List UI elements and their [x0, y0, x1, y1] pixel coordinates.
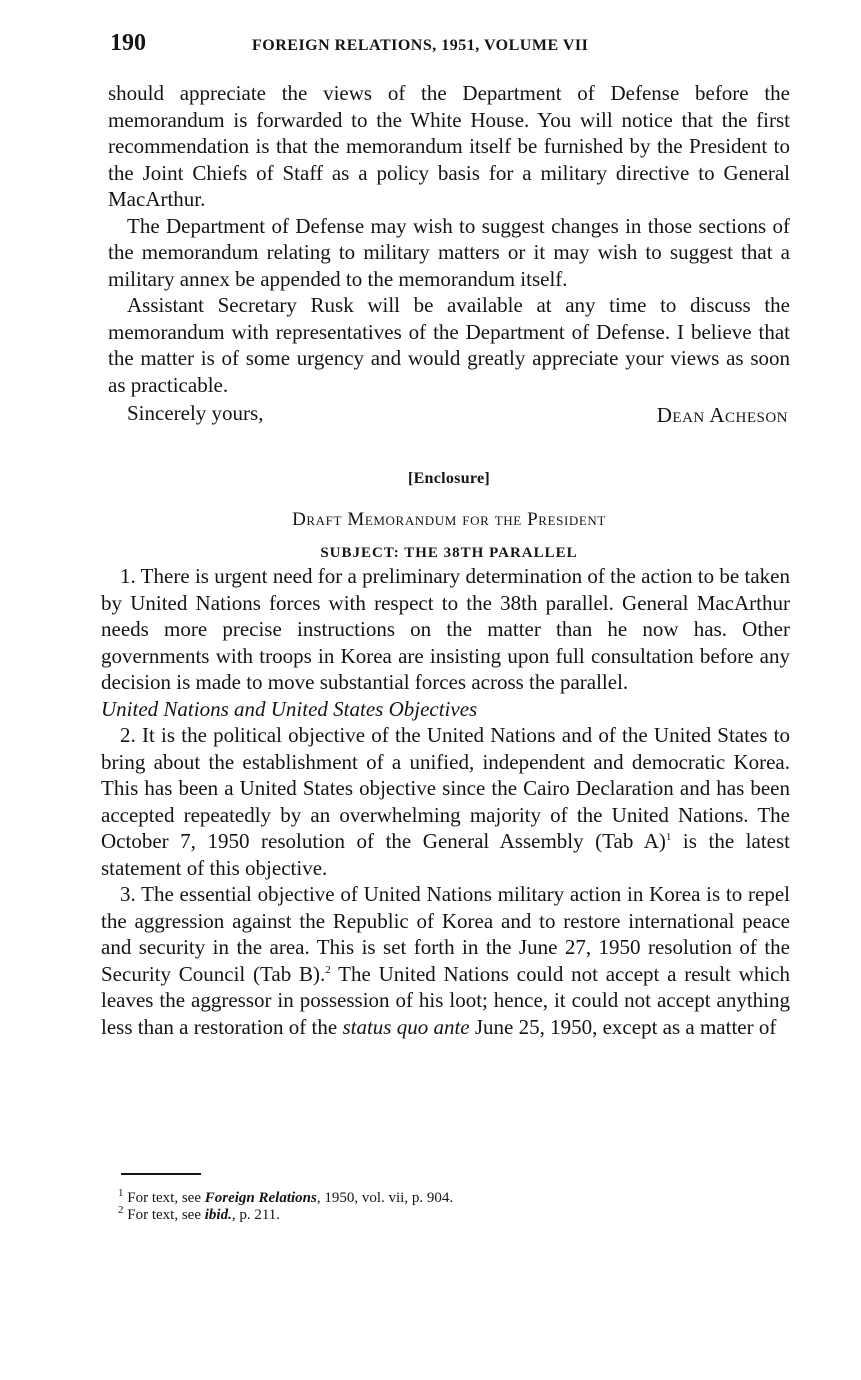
memo-subject: SUBJECT: THE 38TH PARALLEL	[320, 545, 578, 561]
running-head: FOREIGN RELATIONS, 1951, VOLUME VII	[252, 37, 589, 54]
enclosure-label: [Enclosure]	[407, 470, 491, 487]
footnote-2: $^2$ For text, see ibid., p. 211.	[118, 1204, 281, 1223]
signature-line	[108, 400, 790, 428]
footnote-1: $^1$ For text, see Foreign Relations, 1950, vol. vii, p. 904.	[118, 1187, 454, 1206]
letter-paragraph-3: Assistant Secretary Rusk will be available at any time to discuss the memorandum with representatives of the Department of Defense. I believe that the matter is of some urgency and would greatly appreciate your views as soon as practicable.	[108, 293, 790, 397]
memo-paragraph-1: 1. There is urgent need for a preliminary determination of the action to be taken by United Nations forces with respect to the 38th parallel. General MacArthur needs more precise instructions on the matter than he now has. Other governments with troops in Korea are insisting upon full consultation before any decision is made to move substantial forces across the parallel.	[101, 564, 790, 694]
signature: Dean Acheson	[656, 403, 788, 427]
memo-paragraph-3: 3. The essential objective of United Nations military action in Korea is to repel the aggression against the Republic of Korea and to restore international peace and security in the area. This is set forth in the June 27, 1950 resolution of the Security Council (Tab B).$^2$ The United Nations could not accept a result which leaves the aggressor in possession of his loot; hence, it could not accept anything less than a restoration of the status quo ante June 25, 1950, except as a matter of	[101, 882, 790, 1039]
footnotes	[118, 1187, 758, 1224]
letter-paragraph-1: should appreciate the views of the Department of Defense before the memorandum is forwarded to the White House. You will notice that the first recommendation is that the memorandum itself be furnished by the President to the Joint Chiefs of Staff as a policy basis for a military directive to General MacArthur.	[108, 81, 790, 211]
page-body	[101, 80, 790, 1040]
memo-paragraph-2: 2. It is the political objective of the United Nations and of the United States to bring about the establishment of a unified, independent and democratic Korea. This has been a United States objective since the Cairo Declaration and has been accepted repeatedly by an overwhelming majority of the United Nations. The October 7, 1950 resolution of the General Assembly (Tab A)$^1$ is the latest statement of this objective.	[101, 723, 790, 880]
footnote-divider	[121, 1173, 201, 1175]
section-heading: United Nations and United States Objectives	[101, 696, 478, 721]
letter-paragraph-2: The Department of Defense may wish to suggest changes in those sections of the memorandum relating to military matters or it may wish to suggest that a military annex be appended to the memorandum itself.	[108, 213, 790, 291]
footnote-ref-2: 2	[325, 963, 331, 976]
memo-body	[101, 563, 790, 1040]
page-number: 190	[110, 30, 146, 56]
footnote-ref-1: 1	[665, 831, 672, 843]
closing: Sincerely yours,	[127, 401, 264, 425]
page-header	[110, 30, 790, 60]
memo-title: Draft Memorandum for the President	[292, 508, 606, 530]
